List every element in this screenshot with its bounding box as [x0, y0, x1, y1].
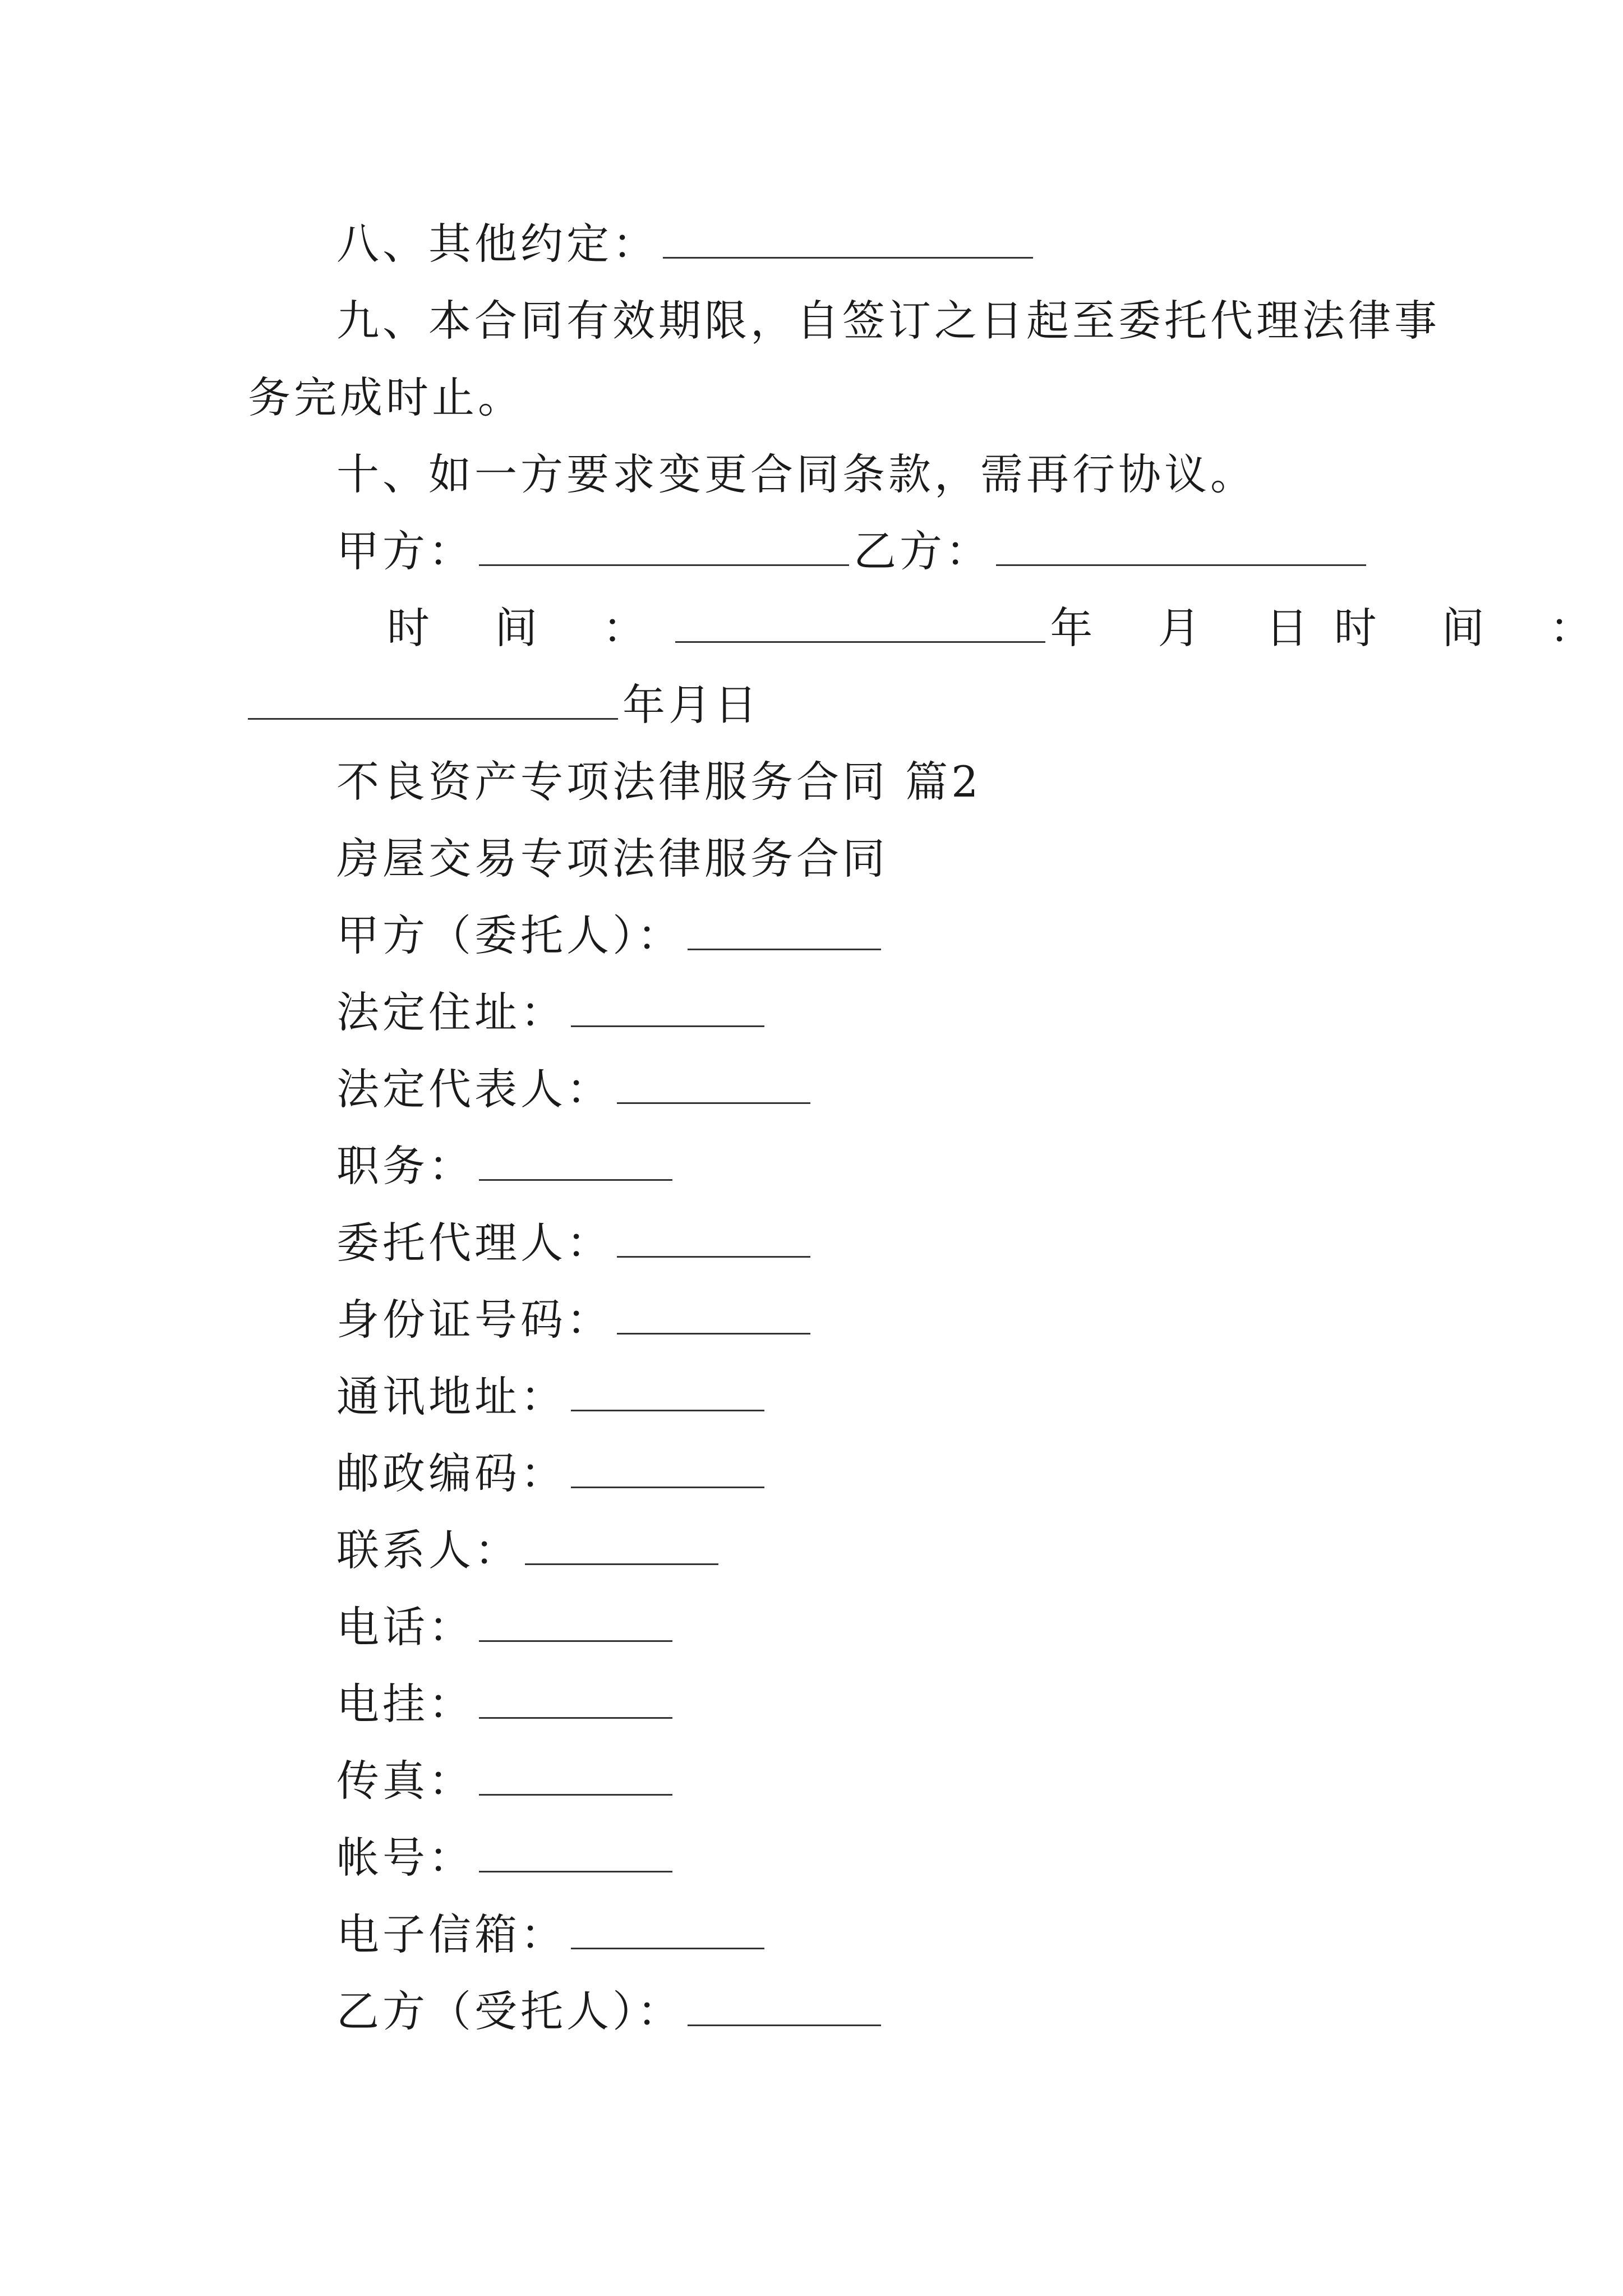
- field-blank: [479, 1142, 672, 1181]
- field-email: [336, 1904, 769, 1966]
- field-blank: [479, 1680, 672, 1719]
- field-blank: [617, 1296, 810, 1335]
- party-a-label: 甲方：: [336, 526, 474, 576]
- field-legal-address: [336, 982, 769, 1043]
- field-legal-rep: [336, 1059, 815, 1120]
- date-blank: [248, 681, 618, 720]
- party-a-blank: [479, 527, 849, 566]
- field-label: 电子信箱：: [336, 1910, 566, 1959]
- field-phone: [336, 1596, 677, 1658]
- section-heading: 不良资产专项法律服务合同 篇2: [336, 757, 982, 807]
- field-id-number: [336, 1289, 815, 1351]
- party-b-label: 乙方：: [854, 526, 992, 576]
- field-fax: [336, 1750, 677, 1812]
- date-suffix: 年月日: [623, 680, 760, 730]
- field-label: 职务：: [336, 1141, 474, 1191]
- field-label: 甲方（委托人）：: [336, 910, 683, 960]
- field-agent: [336, 1212, 815, 1274]
- field-label: 通讯地址：: [336, 1372, 566, 1421]
- field-blank: [571, 988, 764, 1027]
- field-postal-code: [336, 1443, 769, 1504]
- field-contact: [336, 1520, 723, 1581]
- field-label: 法定代表人：: [336, 1064, 612, 1114]
- clause-9-line-1: 九、本合同有效期限，自签订之日起至委托代理法律事: [336, 296, 1440, 346]
- field-label: 传真：: [336, 1756, 474, 1806]
- clause-10: 十、如一方要求变更合同条款，需再行协议。: [336, 449, 1256, 499]
- field-position: [336, 1135, 677, 1197]
- fill-blank: [663, 220, 1033, 259]
- field-blank: [688, 1987, 881, 2026]
- field-label: 法定住址：: [336, 987, 566, 1037]
- clause-8-label: 八、其他约定：: [336, 219, 658, 269]
- field-blank: [571, 1911, 764, 1949]
- field-blank: [571, 1373, 764, 1411]
- field-blank: [617, 1219, 810, 1258]
- field-label: 乙方（受托人）：: [336, 1986, 683, 2036]
- signature-time-line: [387, 597, 1618, 659]
- field-blank: [688, 912, 881, 950]
- field-mailing-address: [336, 1366, 769, 1428]
- field-blank: [479, 1603, 672, 1642]
- field-blank: [479, 1757, 672, 1796]
- field-label: 身份证号码：: [336, 1295, 612, 1345]
- field-label: 电话：: [336, 1602, 474, 1652]
- field-party-b: [336, 1981, 886, 2042]
- signature-date-line: [248, 674, 760, 736]
- field-label: 委托代理人：: [336, 1218, 612, 1268]
- clause-8: [336, 213, 1038, 275]
- field-label: 电挂：: [336, 1679, 474, 1729]
- time-label: 时 间 ：: [387, 603, 671, 653]
- field-label: 帐号：: [336, 1833, 474, 1883]
- field-cable: [336, 1673, 677, 1735]
- field-label: 联系人：: [336, 1525, 520, 1575]
- field-blank: [525, 1526, 718, 1565]
- date-time-label: 年 月 日时 间 ：: [1050, 603, 1618, 653]
- signature-parties: [336, 521, 1371, 582]
- field-label: 邮政编码：: [336, 1448, 566, 1498]
- field-account: [336, 1827, 677, 1889]
- field-party-a: [336, 905, 886, 967]
- clause-9-line-2: 务完成时止。: [248, 372, 524, 422]
- field-blank: [617, 1065, 810, 1104]
- party-b-blank: [996, 527, 1366, 566]
- field-blank: [479, 1834, 672, 1872]
- contract-title: 房屋交易专项法律服务合同: [336, 834, 888, 884]
- time-blank: [675, 604, 1045, 643]
- field-blank: [571, 1450, 764, 1488]
